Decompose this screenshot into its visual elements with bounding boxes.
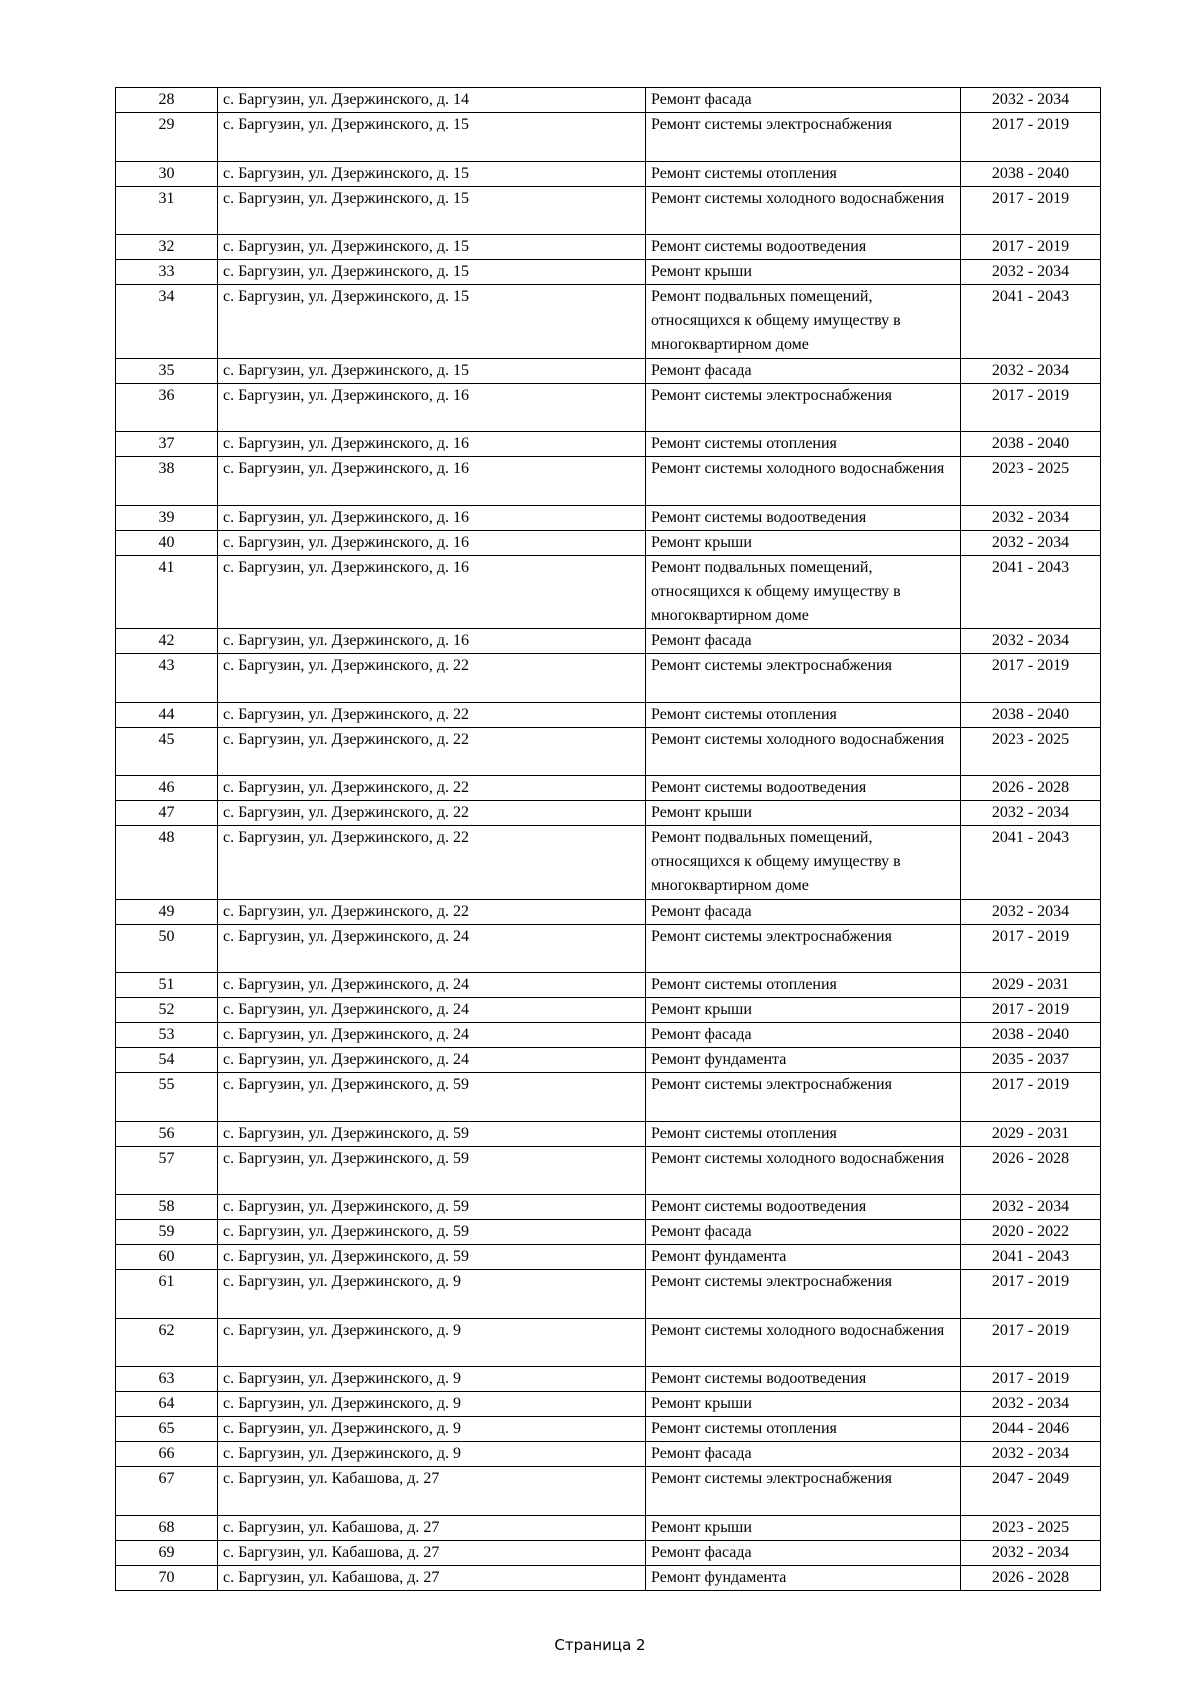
row-number-cell: 53 bbox=[116, 1023, 218, 1048]
table-row bbox=[116, 285, 1101, 359]
address-cell: с. Баргузин, ул. Дзержинского, д. 24 bbox=[218, 973, 646, 998]
address-cell: с. Баргузин, ул. Дзержинского, д. 59 bbox=[218, 1073, 646, 1122]
table-row bbox=[116, 1195, 1101, 1220]
table-row bbox=[116, 113, 1101, 162]
table-row bbox=[116, 702, 1101, 727]
work-type-cell: Ремонт крыши bbox=[646, 801, 961, 826]
period-cell: 2020 - 2022 bbox=[961, 1220, 1101, 1245]
work-type-cell: Ремонт фундамента bbox=[646, 1565, 961, 1590]
row-number-cell: 66 bbox=[116, 1442, 218, 1467]
table-row bbox=[116, 358, 1101, 383]
period-cell: 2029 - 2031 bbox=[961, 973, 1101, 998]
work-type-cell: Ремонт системы холодного водоснабжения bbox=[646, 186, 961, 235]
period-cell: 2023 - 2025 bbox=[961, 1515, 1101, 1540]
table-row bbox=[116, 801, 1101, 826]
address-cell: с. Баргузин, ул. Дзержинского, д. 22 bbox=[218, 801, 646, 826]
address-cell: с. Баргузин, ул. Дзержинского, д. 22 bbox=[218, 776, 646, 801]
row-number-cell: 70 bbox=[116, 1565, 218, 1590]
period-cell: 2032 - 2034 bbox=[961, 88, 1101, 113]
row-number-cell: 64 bbox=[116, 1392, 218, 1417]
address-cell: с. Баргузин, ул. Дзержинского, д. 24 bbox=[218, 1023, 646, 1048]
table-row bbox=[116, 260, 1101, 285]
table-row bbox=[116, 1540, 1101, 1565]
work-type-cell: Ремонт подвальных помещений, относящихся к общему имуществу в многоквартирном доме bbox=[646, 826, 961, 900]
table-row bbox=[116, 1270, 1101, 1319]
row-number-cell: 40 bbox=[116, 530, 218, 555]
row-number-cell: 31 bbox=[116, 186, 218, 235]
address-cell: с. Баргузин, ул. Кабашова, д. 27 bbox=[218, 1540, 646, 1565]
address-cell: с. Баргузин, ул. Дзержинского, д. 16 bbox=[218, 629, 646, 654]
row-number-cell: 56 bbox=[116, 1121, 218, 1146]
work-type-cell: Ремонт фасада bbox=[646, 629, 961, 654]
work-type-cell: Ремонт фасада bbox=[646, 899, 961, 924]
table-row bbox=[116, 1417, 1101, 1442]
work-type-cell: Ремонт системы холодного водоснабжения bbox=[646, 1318, 961, 1367]
work-type-cell: Ремонт системы отопления bbox=[646, 1417, 961, 1442]
row-number-cell: 47 bbox=[116, 801, 218, 826]
row-number-cell: 50 bbox=[116, 924, 218, 973]
row-number-cell: 63 bbox=[116, 1367, 218, 1392]
row-number-cell: 35 bbox=[116, 358, 218, 383]
work-type-cell: Ремонт подвальных помещений, относящихся к общему имуществу в многоквартирном доме bbox=[646, 555, 961, 629]
period-cell: 2017 - 2019 bbox=[961, 924, 1101, 973]
table-row bbox=[116, 654, 1101, 703]
row-number-cell: 32 bbox=[116, 235, 218, 260]
work-type-cell: Ремонт системы водоотведения bbox=[646, 1367, 961, 1392]
row-number-cell: 65 bbox=[116, 1417, 218, 1442]
work-type-cell: Ремонт фасада bbox=[646, 358, 961, 383]
table-row bbox=[116, 924, 1101, 973]
address-cell: с. Баргузин, ул. Дзержинского, д. 9 bbox=[218, 1367, 646, 1392]
table-row bbox=[116, 530, 1101, 555]
address-cell: с. Баргузин, ул. Дзержинского, д. 24 bbox=[218, 998, 646, 1023]
address-cell: с. Баргузин, ул. Дзержинского, д. 15 bbox=[218, 285, 646, 359]
table-row bbox=[116, 1565, 1101, 1590]
table-row bbox=[116, 629, 1101, 654]
address-cell: с. Баргузин, ул. Кабашова, д. 27 bbox=[218, 1467, 646, 1516]
address-cell: с. Баргузин, ул. Дзержинского, д. 15 bbox=[218, 113, 646, 162]
period-cell: 2017 - 2019 bbox=[961, 1073, 1101, 1122]
table-row bbox=[116, 1121, 1101, 1146]
work-type-cell: Ремонт системы электроснабжения bbox=[646, 924, 961, 973]
period-cell: 2038 - 2040 bbox=[961, 432, 1101, 457]
table-row bbox=[116, 1073, 1101, 1122]
address-cell: с. Баргузин, ул. Дзержинского, д. 59 bbox=[218, 1245, 646, 1270]
period-cell: 2032 - 2034 bbox=[961, 1540, 1101, 1565]
period-cell: 2041 - 2043 bbox=[961, 826, 1101, 900]
work-type-cell: Ремонт крыши bbox=[646, 530, 961, 555]
row-number-cell: 46 bbox=[116, 776, 218, 801]
period-cell: 2044 - 2046 bbox=[961, 1417, 1101, 1442]
work-type-cell: Ремонт системы электроснабжения bbox=[646, 383, 961, 432]
work-type-cell: Ремонт системы водоотведения bbox=[646, 776, 961, 801]
period-cell: 2047 - 2049 bbox=[961, 1467, 1101, 1516]
row-number-cell: 55 bbox=[116, 1073, 218, 1122]
period-cell: 2032 - 2034 bbox=[961, 899, 1101, 924]
work-type-cell: Ремонт системы отопления bbox=[646, 161, 961, 186]
work-type-cell: Ремонт системы холодного водоснабжения bbox=[646, 727, 961, 776]
table-row bbox=[116, 235, 1101, 260]
address-cell: с. Баргузин, ул. Дзержинского, д. 24 bbox=[218, 924, 646, 973]
period-cell: 2041 - 2043 bbox=[961, 285, 1101, 359]
table-row bbox=[116, 1220, 1101, 1245]
address-cell: с. Баргузин, ул. Дзержинского, д. 22 bbox=[218, 899, 646, 924]
period-cell: 2032 - 2034 bbox=[961, 530, 1101, 555]
table-row bbox=[116, 899, 1101, 924]
work-type-cell: Ремонт системы отопления bbox=[646, 432, 961, 457]
period-cell: 2032 - 2034 bbox=[961, 801, 1101, 826]
period-cell: 2017 - 2019 bbox=[961, 235, 1101, 260]
row-number-cell: 57 bbox=[116, 1146, 218, 1195]
address-cell: с. Баргузин, ул. Дзержинского, д. 22 bbox=[218, 727, 646, 776]
table-row bbox=[116, 1048, 1101, 1073]
address-cell: с. Баргузин, ул. Дзержинского, д. 15 bbox=[218, 186, 646, 235]
address-cell: с. Баргузин, ул. Дзержинского, д. 22 bbox=[218, 826, 646, 900]
period-cell: 2017 - 2019 bbox=[961, 383, 1101, 432]
row-number-cell: 41 bbox=[116, 555, 218, 629]
table-row bbox=[116, 776, 1101, 801]
row-number-cell: 69 bbox=[116, 1540, 218, 1565]
row-number-cell: 36 bbox=[116, 383, 218, 432]
table-row bbox=[116, 505, 1101, 530]
work-type-cell: Ремонт крыши bbox=[646, 1392, 961, 1417]
period-cell: 2017 - 2019 bbox=[961, 998, 1101, 1023]
table-row bbox=[116, 973, 1101, 998]
address-cell: с. Баргузин, ул. Дзержинского, д. 22 bbox=[218, 654, 646, 703]
work-type-cell: Ремонт фасада bbox=[646, 88, 961, 113]
row-number-cell: 52 bbox=[116, 998, 218, 1023]
period-cell: 2035 - 2037 bbox=[961, 1048, 1101, 1073]
table-body bbox=[116, 88, 1101, 1591]
work-type-cell: Ремонт системы водоотведения bbox=[646, 505, 961, 530]
row-number-cell: 34 bbox=[116, 285, 218, 359]
table-row bbox=[116, 1318, 1101, 1367]
address-cell: с. Баргузин, ул. Дзержинского, д. 9 bbox=[218, 1270, 646, 1319]
address-cell: с. Баргузин, ул. Кабашова, д. 27 bbox=[218, 1515, 646, 1540]
row-number-cell: 43 bbox=[116, 654, 218, 703]
work-type-cell: Ремонт подвальных помещений, относящихся к общему имуществу в многоквартирном доме bbox=[646, 285, 961, 359]
table-row bbox=[116, 161, 1101, 186]
table-row bbox=[116, 1392, 1101, 1417]
work-type-cell: Ремонт фундамента bbox=[646, 1245, 961, 1270]
address-cell: с. Баргузин, ул. Дзержинского, д. 16 bbox=[218, 457, 646, 506]
period-cell: 2017 - 2019 bbox=[961, 113, 1101, 162]
address-cell: с. Баргузин, ул. Дзержинского, д. 59 bbox=[218, 1146, 646, 1195]
work-type-cell: Ремонт крыши bbox=[646, 998, 961, 1023]
address-cell: с. Баргузин, ул. Дзержинского, д. 15 bbox=[218, 161, 646, 186]
address-cell: с. Баргузин, ул. Дзержинского, д. 16 bbox=[218, 383, 646, 432]
address-cell: с. Баргузин, ул. Дзержинского, д. 9 bbox=[218, 1318, 646, 1367]
address-cell: с. Баргузин, ул. Дзержинского, д. 9 bbox=[218, 1392, 646, 1417]
address-cell: с. Баргузин, ул. Дзержинского, д. 9 bbox=[218, 1442, 646, 1467]
row-number-cell: 37 bbox=[116, 432, 218, 457]
period-cell: 2038 - 2040 bbox=[961, 161, 1101, 186]
address-cell: с. Баргузин, ул. Дзержинского, д. 9 bbox=[218, 1417, 646, 1442]
table-row bbox=[116, 457, 1101, 506]
row-number-cell: 59 bbox=[116, 1220, 218, 1245]
work-type-cell: Ремонт системы отопления bbox=[646, 702, 961, 727]
row-number-cell: 54 bbox=[116, 1048, 218, 1073]
address-cell: с. Баргузин, ул. Дзержинского, д. 59 bbox=[218, 1195, 646, 1220]
row-number-cell: 49 bbox=[116, 899, 218, 924]
work-type-cell: Ремонт крыши bbox=[646, 1515, 961, 1540]
period-cell: 2017 - 2019 bbox=[961, 186, 1101, 235]
table-row bbox=[116, 1245, 1101, 1270]
work-type-cell: Ремонт системы электроснабжения bbox=[646, 1270, 961, 1319]
period-cell: 2026 - 2028 bbox=[961, 1146, 1101, 1195]
address-cell: с. Баргузин, ул. Дзержинского, д. 22 bbox=[218, 702, 646, 727]
table-row bbox=[116, 88, 1101, 113]
address-cell: с. Баргузин, ул. Дзержинского, д. 16 bbox=[218, 505, 646, 530]
work-type-cell: Ремонт крыши bbox=[646, 260, 961, 285]
period-cell: 2038 - 2040 bbox=[961, 702, 1101, 727]
address-cell: с. Баргузин, ул. Дзержинского, д. 15 bbox=[218, 358, 646, 383]
row-number-cell: 38 bbox=[116, 457, 218, 506]
work-type-cell: Ремонт системы электроснабжения bbox=[646, 1467, 961, 1516]
page-number: Страница 2 bbox=[554, 1636, 646, 1654]
address-cell: с. Баргузин, ул. Дзержинского, д. 16 bbox=[218, 530, 646, 555]
work-type-cell: Ремонт фасада bbox=[646, 1540, 961, 1565]
address-cell: с. Баргузин, ул. Дзержинского, д. 14 bbox=[218, 88, 646, 113]
work-type-cell: Ремонт системы электроснабжения bbox=[646, 654, 961, 703]
table-row bbox=[116, 1442, 1101, 1467]
table-row bbox=[116, 1467, 1101, 1516]
period-cell: 2026 - 2028 bbox=[961, 776, 1101, 801]
table-row bbox=[116, 998, 1101, 1023]
work-type-cell: Ремонт системы электроснабжения bbox=[646, 113, 961, 162]
period-cell: 2017 - 2019 bbox=[961, 1318, 1101, 1367]
period-cell: 2029 - 2031 bbox=[961, 1121, 1101, 1146]
table-row bbox=[116, 1367, 1101, 1392]
period-cell: 2017 - 2019 bbox=[961, 1367, 1101, 1392]
row-number-cell: 44 bbox=[116, 702, 218, 727]
period-cell: 2032 - 2034 bbox=[961, 1442, 1101, 1467]
period-cell: 2017 - 2019 bbox=[961, 1270, 1101, 1319]
period-cell: 2041 - 2043 bbox=[961, 1245, 1101, 1270]
table-row bbox=[116, 383, 1101, 432]
table-row bbox=[116, 1515, 1101, 1540]
work-type-cell: Ремонт системы отопления bbox=[646, 973, 961, 998]
period-cell: 2038 - 2040 bbox=[961, 1023, 1101, 1048]
address-cell: с. Баргузин, ул. Дзержинского, д. 16 bbox=[218, 432, 646, 457]
row-number-cell: 39 bbox=[116, 505, 218, 530]
row-number-cell: 60 bbox=[116, 1245, 218, 1270]
work-type-cell: Ремонт системы отопления bbox=[646, 1121, 961, 1146]
repair-schedule-table bbox=[115, 87, 1101, 1591]
period-cell: 2032 - 2034 bbox=[961, 1195, 1101, 1220]
row-number-cell: 29 bbox=[116, 113, 218, 162]
table-row bbox=[116, 826, 1101, 900]
period-cell: 2032 - 2034 bbox=[961, 358, 1101, 383]
row-number-cell: 33 bbox=[116, 260, 218, 285]
row-number-cell: 42 bbox=[116, 629, 218, 654]
address-cell: с. Баргузин, ул. Дзержинского, д. 15 bbox=[218, 260, 646, 285]
period-cell: 2017 - 2019 bbox=[961, 654, 1101, 703]
address-cell: с. Баргузин, ул. Кабашова, д. 27 bbox=[218, 1565, 646, 1590]
period-cell: 2023 - 2025 bbox=[961, 727, 1101, 776]
period-cell: 2032 - 2034 bbox=[961, 629, 1101, 654]
table-row bbox=[116, 432, 1101, 457]
period-cell: 2032 - 2034 bbox=[961, 1392, 1101, 1417]
row-number-cell: 28 bbox=[116, 88, 218, 113]
row-number-cell: 68 bbox=[116, 1515, 218, 1540]
row-number-cell: 48 bbox=[116, 826, 218, 900]
row-number-cell: 61 bbox=[116, 1270, 218, 1319]
period-cell: 2041 - 2043 bbox=[961, 555, 1101, 629]
period-cell: 2032 - 2034 bbox=[961, 260, 1101, 285]
period-cell: 2032 - 2034 bbox=[961, 505, 1101, 530]
address-cell: с. Баргузин, ул. Дзержинского, д. 24 bbox=[218, 1048, 646, 1073]
address-cell: с. Баргузин, ул. Дзержинского, д. 59 bbox=[218, 1220, 646, 1245]
row-number-cell: 67 bbox=[116, 1467, 218, 1516]
row-number-cell: 30 bbox=[116, 161, 218, 186]
work-type-cell: Ремонт фундамента bbox=[646, 1048, 961, 1073]
work-type-cell: Ремонт системы водоотведения bbox=[646, 1195, 961, 1220]
work-type-cell: Ремонт фасада bbox=[646, 1023, 961, 1048]
period-cell: 2023 - 2025 bbox=[961, 457, 1101, 506]
table-row bbox=[116, 186, 1101, 235]
table-row bbox=[116, 1146, 1101, 1195]
row-number-cell: 58 bbox=[116, 1195, 218, 1220]
row-number-cell: 51 bbox=[116, 973, 218, 998]
work-type-cell: Ремонт фасада bbox=[646, 1220, 961, 1245]
work-type-cell: Ремонт системы водоотведения bbox=[646, 235, 961, 260]
table-row bbox=[116, 727, 1101, 776]
period-cell: 2026 - 2028 bbox=[961, 1565, 1101, 1590]
address-cell: с. Баргузин, ул. Дзержинского, д. 16 bbox=[218, 555, 646, 629]
work-type-cell: Ремонт системы электроснабжения bbox=[646, 1073, 961, 1122]
work-type-cell: Ремонт системы холодного водоснабжения bbox=[646, 457, 961, 506]
row-number-cell: 45 bbox=[116, 727, 218, 776]
work-type-cell: Ремонт фасада bbox=[646, 1442, 961, 1467]
address-cell: с. Баргузин, ул. Дзержинского, д. 59 bbox=[218, 1121, 646, 1146]
work-type-cell: Ремонт системы холодного водоснабжения bbox=[646, 1146, 961, 1195]
table-row bbox=[116, 555, 1101, 629]
row-number-cell: 62 bbox=[116, 1318, 218, 1367]
table-row bbox=[116, 1023, 1101, 1048]
address-cell: с. Баргузин, ул. Дзержинского, д. 15 bbox=[218, 235, 646, 260]
